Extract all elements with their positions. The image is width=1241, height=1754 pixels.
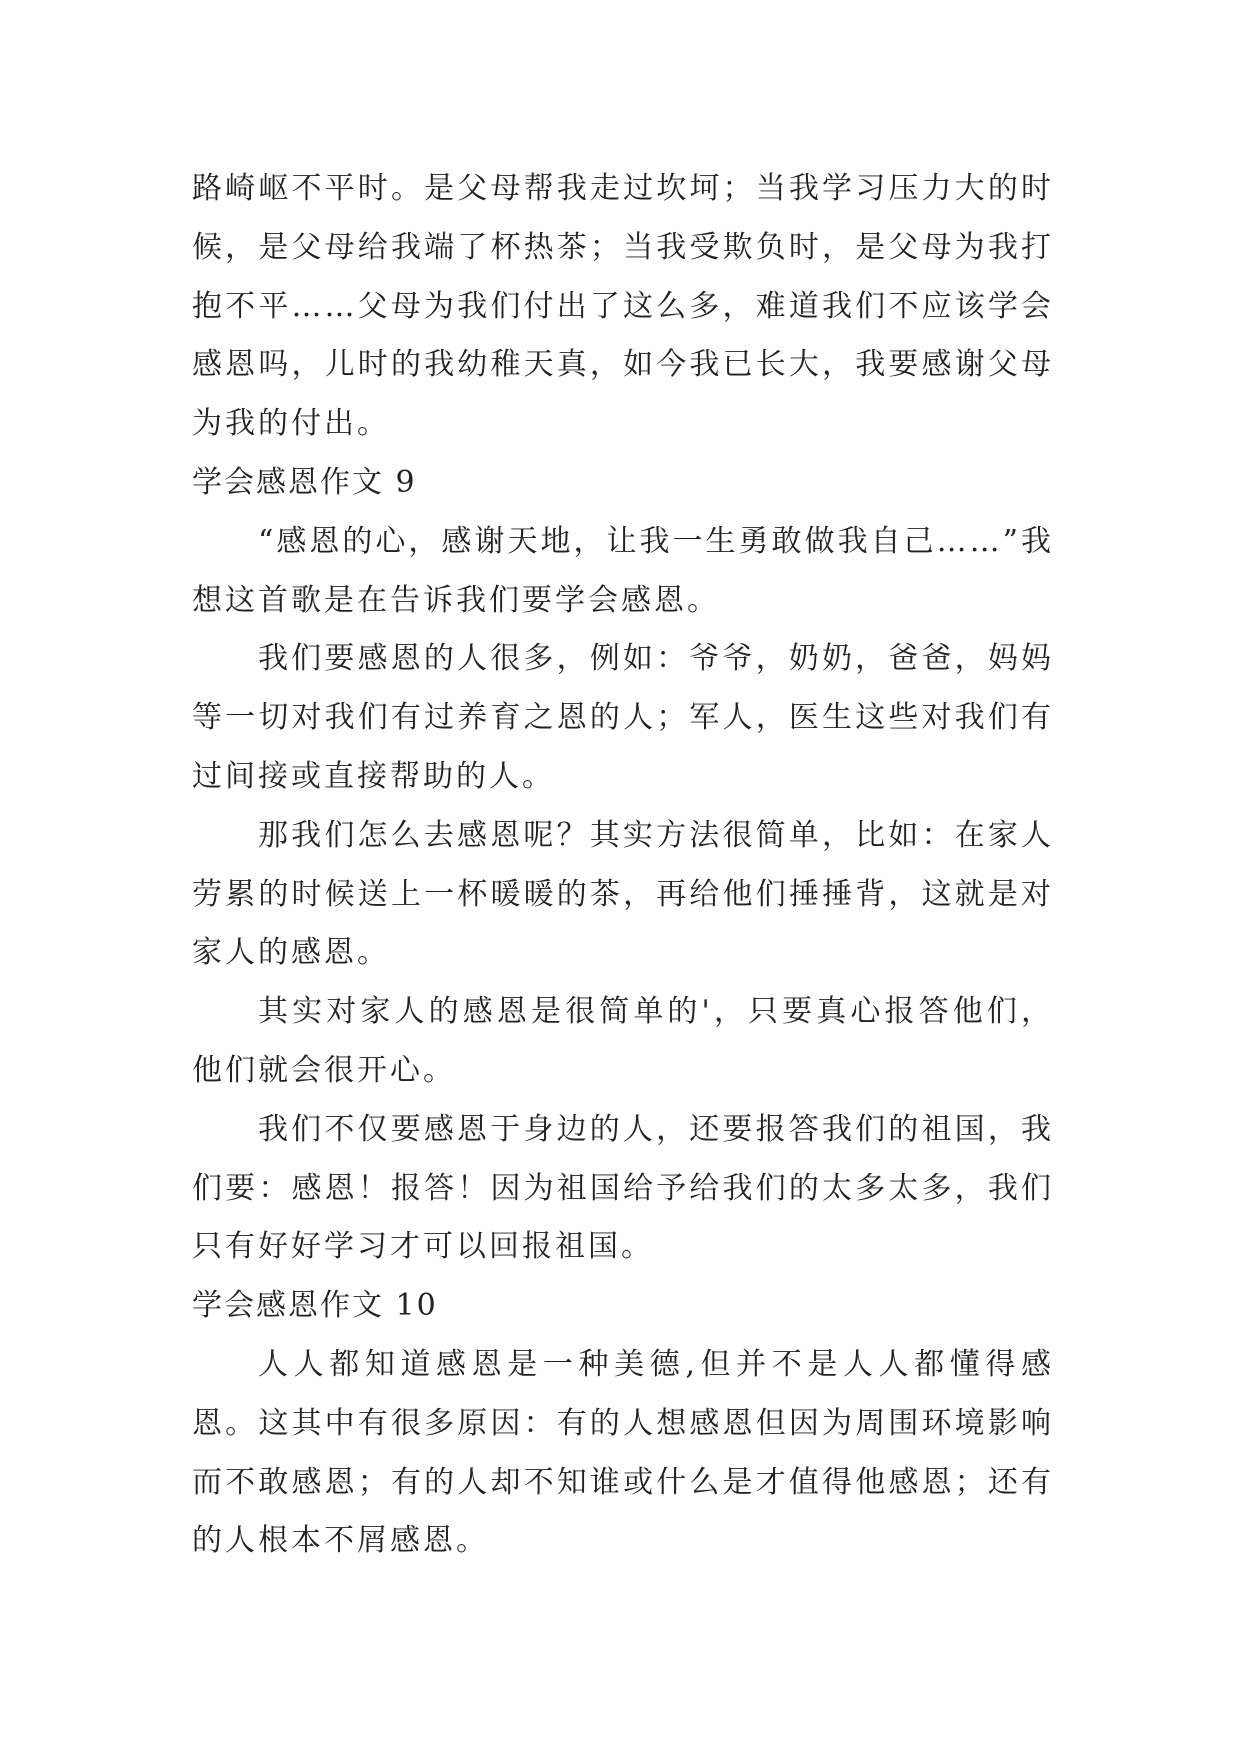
section-heading-9: 学会感恩作文 9 [192,464,417,500]
section-heading-10: 学会感恩作文 10 [192,1288,438,1324]
paragraph-1: 路崎岖不平时。是父母帮我走过坎坷；当我学习压力大的时候，是父母给我端了杯热茶；当我受欺负时，是父母为我打抱不平……父母为我们付出了这么多，难道我们不应该学会感恩吗，儿时的我幼稚天真，如今我已长大，我要感谢父母为我的付出。 [192,171,1054,442]
document-body [192,160,1054,1571]
paragraph-5: 其实对家人的感恩是很简单的'，只要真心报答他们，他们就会很开心。 [192,994,1054,1088]
paragraph-2: “感恩的心，感谢天地，让我一生勇敢做我自己……”我想这首歌是在告诉我们要学会感恩。 [192,523,1054,618]
paragraph-7: 人人都知道感恩是一种美德,但并不是人人都懂得感恩。这其中有很多原因：有的人想感恩但因为周围环境影响而不敢感恩；有的人却不知谁或什么是才值得他感恩；还有的人根本不屑感恩。 [192,1346,1054,1559]
paragraph-3: 我们要感恩的人很多，例如：爷爷，奶奶，爸爸，妈妈等一切对我们有过养育之恩的人；军人，医生这些对我们有过间接或直接帮助的人。 [192,641,1054,794]
paragraph-6: 我们不仅要感恩于身边的人，还要报答我们的祖国，我们要：感恩！报答！因为祖国给予给我们的太多太多，我们只有好好学习才可以回报祖国。 [192,1111,1054,1265]
paragraph-4: 那我们怎么去感恩呢？其实方法很简单，比如：在家人劳累的时候送上一杯暖暖的茶，再给他们捶捶背，这就是对家人的感恩。 [192,817,1054,971]
